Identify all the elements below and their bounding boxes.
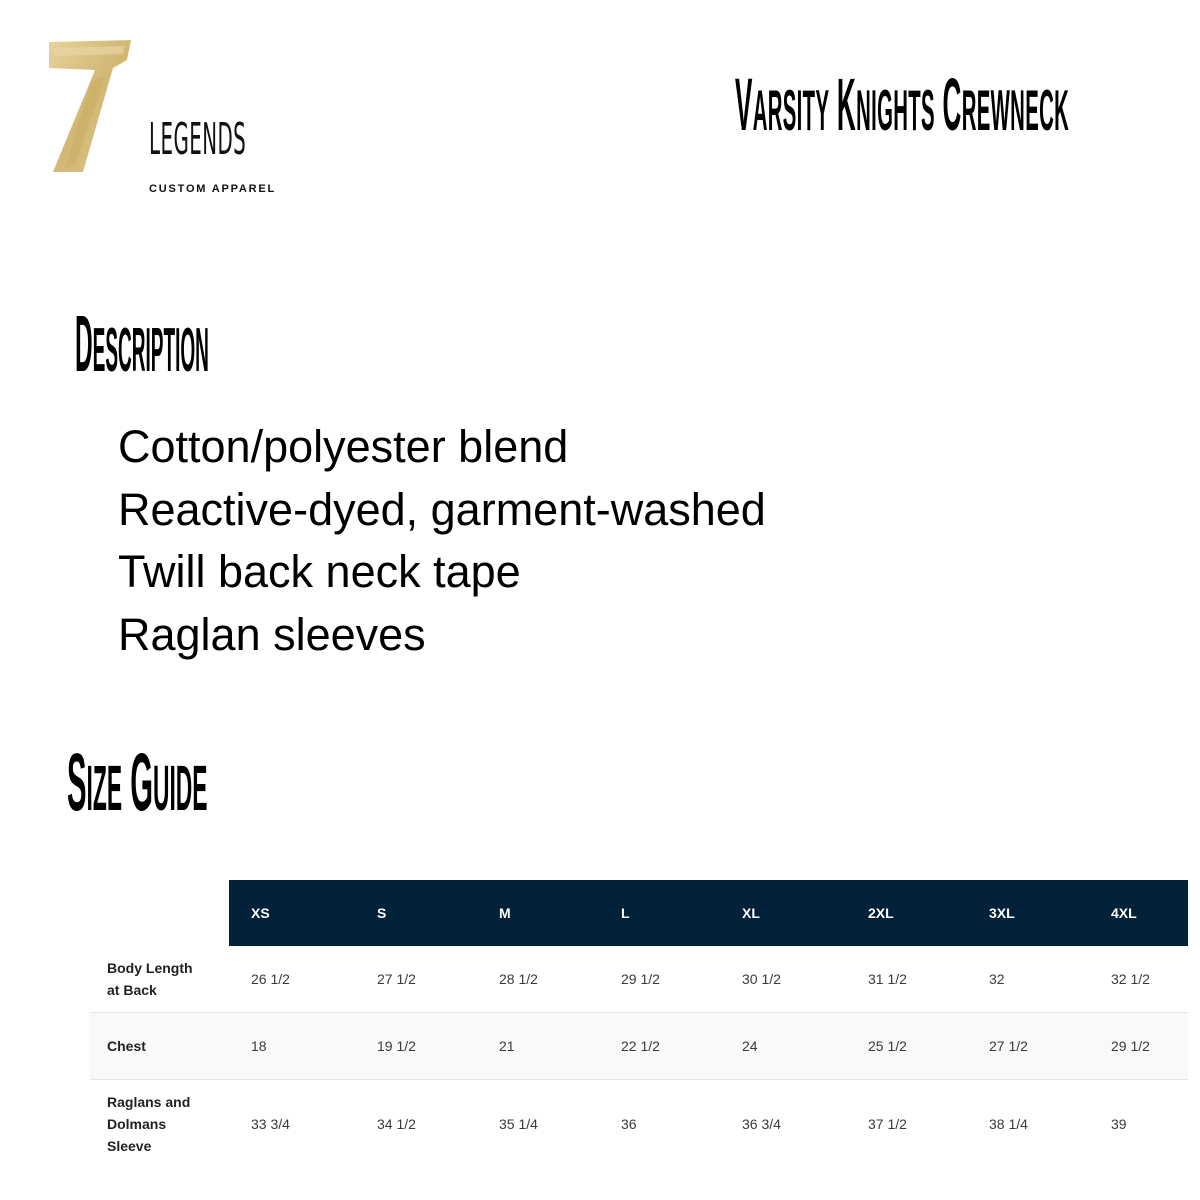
table-cell: 36 3/4 <box>742 1116 781 1132</box>
description-list <box>118 416 766 666</box>
table-row-body-length <box>90 946 1188 1013</box>
brand-logo <box>45 38 277 195</box>
size-header-xl: XL <box>720 880 846 946</box>
table-cell: 31 1/2 <box>846 946 967 1013</box>
size-header-l: L <box>599 880 720 946</box>
size-guide-table <box>90 880 1188 1168</box>
table-row-sleeve <box>90 1080 1188 1169</box>
size-header-m: M <box>477 880 599 946</box>
table-cell: 37 1/2 <box>868 1116 907 1132</box>
table-cell: 32 1/2 <box>1089 946 1188 1013</box>
size-guide-heading: SIZE GUIDE <box>67 737 208 828</box>
brand-name: LEGENDS <box>149 114 247 165</box>
size-header-2xl: 2XL <box>846 880 967 946</box>
table-cell: 29 1/2 <box>599 946 720 1013</box>
description-heading: DESCRIPTION <box>75 299 209 388</box>
table-cell: 33 3/4 <box>251 1116 290 1132</box>
brand-logo-seven-icon <box>45 38 165 178</box>
description-item: Cotton/polyester blend <box>118 421 569 472</box>
table-cell: 29 1/2 <box>1089 1013 1188 1080</box>
table-cell: 18 <box>229 1013 355 1080</box>
row-label-body-length: Body Length at Back <box>90 946 229 1013</box>
table-cell: 39 <box>1111 1116 1127 1132</box>
table-cell: 22 1/2 <box>599 1013 720 1080</box>
size-header-3xl: 3XL <box>967 880 1089 946</box>
table-cell: 32 <box>967 946 1089 1013</box>
table-cell: 24 <box>720 1013 846 1080</box>
product-title: VARSITY KNIGHTS CREWNECK <box>735 63 1070 146</box>
size-header-s: S <box>355 880 477 946</box>
table-cell: 34 1/2 <box>377 1116 416 1132</box>
row-label-sleeve: Raglans and Dolmans Sleeve <box>107 1094 191 1154</box>
table-row-chest <box>90 1013 1188 1080</box>
size-header-4xl: 4XL <box>1089 880 1188 946</box>
table-cell: 21 <box>477 1013 599 1080</box>
table-cell: 26 1/2 <box>229 946 355 1013</box>
size-header-xs: XS <box>229 880 355 946</box>
table-cell: 28 1/2 <box>477 946 599 1013</box>
table-cell: 38 1/4 <box>989 1116 1028 1132</box>
table-cell: 36 <box>621 1116 637 1132</box>
table-cell: 19 1/2 <box>355 1013 477 1080</box>
description-item: Raglan sleeves <box>118 608 426 660</box>
table-cell: 27 1/2 <box>967 1013 1089 1080</box>
row-label-chest: Chest <box>90 1013 229 1080</box>
size-header-row <box>90 880 1188 946</box>
table-corner <box>90 880 229 946</box>
brand-tagline: CUSTOM APPAREL <box>149 183 277 195</box>
table-cell: 27 1/2 <box>355 946 477 1013</box>
table-cell: 25 1/2 <box>846 1013 967 1080</box>
description-item: Reactive-dyed, garment-washed <box>118 483 766 535</box>
table-cell: 30 1/2 <box>720 946 846 1013</box>
table-cell: 35 1/4 <box>499 1116 538 1132</box>
description-item: Twill back neck tape <box>118 546 521 597</box>
